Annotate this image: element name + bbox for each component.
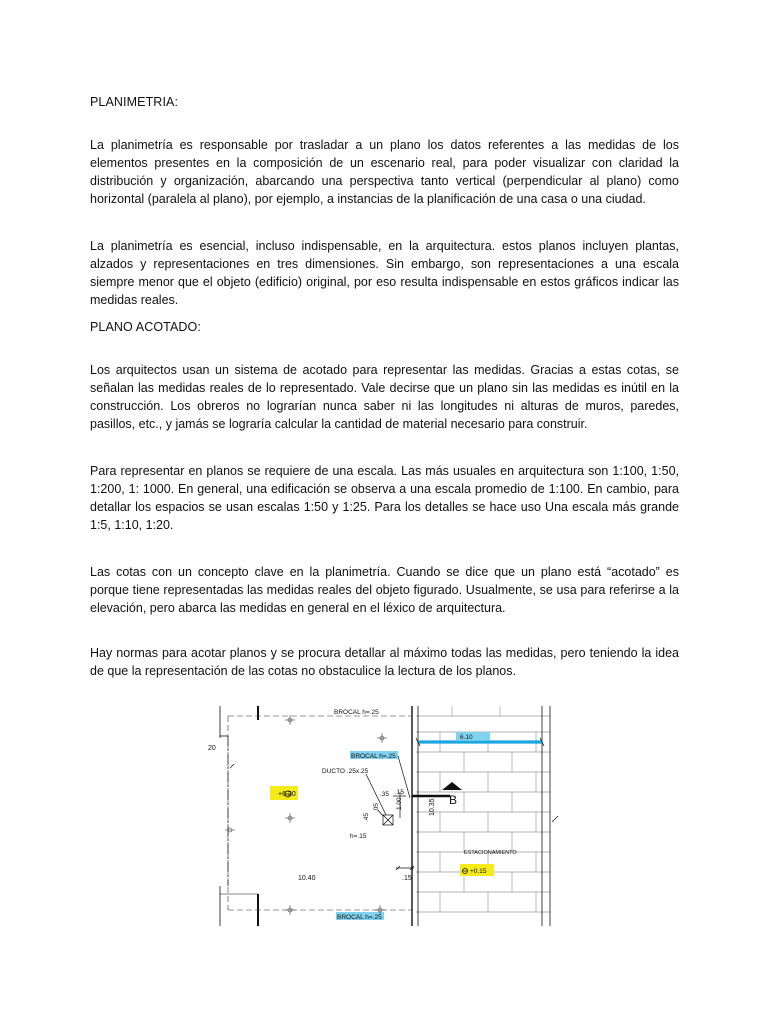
label-estacionamiento: ESTACIONAMIENTO [464,850,517,856]
label-ducto: DUCTO .25x.25 [322,768,369,775]
heading-plano-acotado: PLANO ACOTADO: [90,320,201,334]
label-dimension-610: 6.10 [460,734,473,741]
heading-planimetria: PLANIMETRIA: [90,95,179,109]
paragraph-acotado-system: Los arquitectos usan un sistema de acotado para representar las medidas. Gracias a estas cotas, se señalan las medidas reales de lo representado. Vale decirse que un plano sin las medidas es inútil en la construcción. Los obreros no lograrían nunca saber ni las longitudes ni alturas de muros, paredes, pasillos, etc., y jamás se lograría calcular la cantidad de material necesario para construir. [90,363,679,431]
label-dimension-45: .45 [363,812,370,822]
dimension-610 [416,732,544,746]
label-dimension-15-bottom: .15 [402,875,412,882]
brocal-edges [228,716,412,910]
label-dimension-05: .05 [373,802,380,812]
label-dimension-1040: 10.40 [298,875,316,882]
label-brocal-top: BROCAL h=.25 [334,709,379,716]
paragraph-normas: Hay normas para acotar planos y se procura detallar al máximo todas las medidas, pero teniendo la idea de que la representación de las cotas no obstaculice la lectura de los planos. [90,646,679,678]
label-dimension-100: 1.00 [396,797,403,810]
label-brocal-bottom: BROCAL h=.25 [337,914,382,921]
label-brocal-highlight: BROCAL h=.25 [351,753,396,760]
label-section-b: B [449,793,458,807]
paragraph-planimetria-definition: La planimetría es responsable por trasladar a un plano los datos referentes a las medidas de los elementos presentes en la composición de un escenario real, para poder visualizar con claridad la distribución y organización, abarcando una perspectiva tanto vertical (perpendicular al plano) como horizontal (paralela al plano), por ejemplo, a instancias de la planificación de una casa o una ciudad. [90,138,679,206]
label-h15: h=.15 [350,833,367,840]
architectural-floor-plan-drawing [200,698,572,928]
label-level-620: +6.20 [278,791,296,798]
paragraph-cotas-concept: Las cotas con un concepto clave en la planimetría. Cuando se dice que un plano está “acotado” es porque tiene representadas las medidas reales del objeto figurado. Usualmente, se usa para referirse a la elevación, pero abarca las medidas en general en el léxico de arquitectura. [90,565,679,615]
label-dimension-15-top: .15 [395,789,405,796]
paragraph-planimetria-importance: La planimetría es esencial, incluso indispensable, en la arquitectura. estos planos incluyen plantas, alzados y representaciones en tres dimensiones. Sin embargo, son representaciones a una escala siempre menor que el objeto (edificio) original, por eso resulta indispensable en estos gráficos indicar las medidas reales. [90,239,679,307]
label-dimension-20: 20 [208,745,216,752]
label-level-015: +0.15 [470,868,487,875]
label-dimension-35: .35 [380,791,390,798]
paragraph-escalas: Para representar en planos se requiere de una escala. Las más usuales en arquitectura son 1:100, 1:50, 1:200, 1: 1000. En general, una edificación se observa a una escala promedio de 1:100. En cambio, para detallar los espacios se usan escalas 1:50 y 1:25. Para los detalles se hace uso Una escala más grande 1:5, 1:10, 1:20. [90,464,679,532]
label-dimension-1035: 10.35 [429,798,436,816]
walls [220,706,550,926]
